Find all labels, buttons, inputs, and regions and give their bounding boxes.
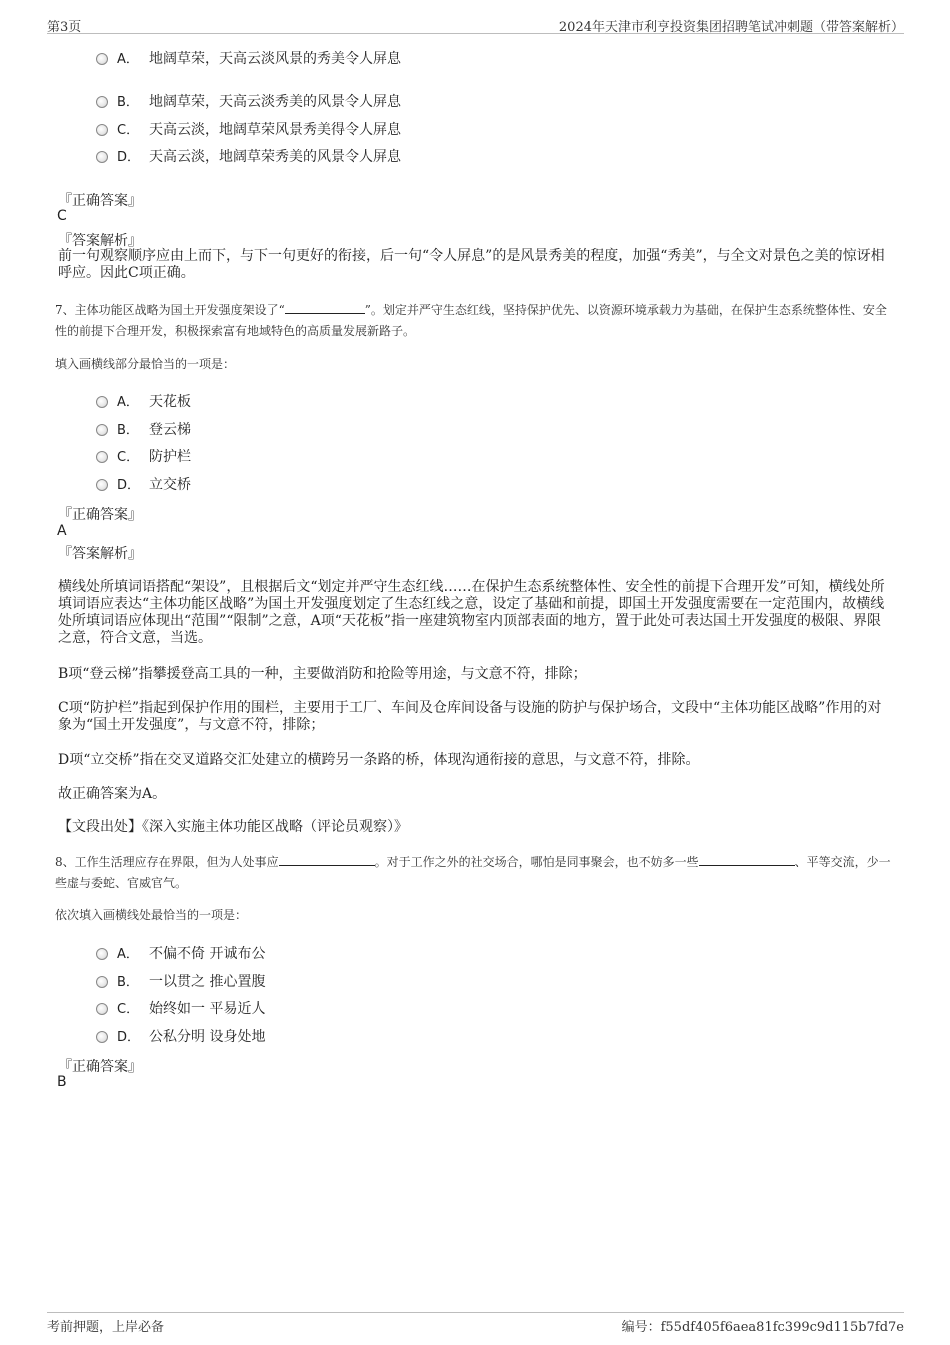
document-id: 编号：f55df405f6aea81fc399c9d115b7fd7e — [621, 1320, 904, 1335]
q8-question: 8、工作生活理应存在界限，但为人处事应 。对于工作之外的社交场合，哪怕是同事聚会，也不妨多一些 、平等交流，少一些虚与委蛇、官威官气。 — [55, 855, 891, 890]
q6-analysis-label: 『答案解析』 — [58, 233, 142, 249]
radio-icon[interactable] — [96, 151, 108, 163]
radio-icon[interactable] — [96, 948, 108, 960]
radio-icon[interactable] — [96, 124, 108, 136]
q6-analysis: 前一句观察顺序应由上而下，与下一句更好的衔接，后一句“令人屏息”的是风景秀美的程度，加强“秀美”，与全文对景色之美的惊讶相呼应。因此C项正确。 — [58, 248, 885, 281]
answer-blank — [279, 855, 375, 866]
q7-analysis-paragraph: D项“立交桥”指在交叉道路交汇处建立的横跨另一条路的桥，体现沟通衔接的意思，与文意不符，排除。 — [58, 752, 700, 768]
q7-source: 【文段出处】《深入实施主体功能区战略（评论员观察）》 — [58, 819, 408, 835]
q8-answer: B — [57, 1074, 67, 1090]
radio-icon[interactable] — [96, 424, 108, 436]
q8-prompt: 依次填入画横线处最恰当的一项是： — [55, 908, 248, 922]
q7-prompt: 填入画横线部分最恰当的一项是： — [55, 357, 236, 371]
answer-blank — [285, 303, 365, 314]
radio-icon[interactable] — [96, 451, 108, 463]
radio-icon[interactable] — [96, 1031, 108, 1043]
q6-answer-label: 『正确答案』 — [58, 193, 142, 209]
q7-analysis-label: 『答案解析』 — [58, 546, 142, 562]
radio-icon[interactable] — [96, 976, 108, 988]
q7-answer: A — [57, 523, 67, 539]
q6-answer: C — [57, 208, 67, 224]
q7-answer-label: 『正确答案』 — [58, 507, 142, 523]
answer-blank — [699, 855, 795, 866]
q8-answer-label: 『正确答案』 — [58, 1059, 142, 1075]
page-number: 第3页 — [47, 20, 82, 35]
document-title: 2024年天津市利亨投资集团招聘笔试冲刺题（带答案解析） — [558, 20, 904, 35]
radio-icon[interactable] — [96, 396, 108, 408]
q7-analysis-paragraph: B项“登云梯”指攀援登高工具的一种，主要做消防和抢险等用途，与文意不符，排除； — [58, 666, 587, 682]
q7-analysis-paragraph: 横线处所填词语搭配“架设”，且根据后文“划定并严守生态红线……在保护生态系统整体性、安全性的前提下合理开发”可知，横线处所填词语应表达“主体功能区战略”为国土开发强度划定了生态红线之意，设定了基础和前提，即国土开发强度需要在一定范围内，故横线处所填词语应体现出“范围”“限制”之意，A项“天花板”指一座建筑物室内顶部表面的地方，置于此处可表达国土开发强度的极限、界限之意，符合文意，当选。 — [58, 579, 885, 646]
q7-analysis-paragraph: 故正确答案为A。 — [58, 786, 167, 802]
page-footer — [47, 1312, 904, 1335]
page-header — [47, 14, 904, 34]
radio-icon[interactable] — [96, 53, 108, 65]
radio-icon[interactable] — [96, 479, 108, 491]
q7-question: 7、主体功能区战略为国土开发强度架设了“ ”。划定并严守生态红线，坚持保护优先、以资源环境承载力为基础，在保护生态系统整体性、安全性的前提下合理开发，积极探索富有地域特色的高质量发展新路子。 — [55, 303, 887, 338]
footer-slogan: 考前押题，上岸必备 — [47, 1320, 165, 1335]
radio-icon[interactable] — [96, 96, 108, 108]
radio-icon[interactable] — [96, 1003, 108, 1015]
q7-analysis-paragraph: C项“防护栏”指起到保护作用的围栏，主要用于工厂、车间及仓库间设备与设施的防护与保护场合，文段中“主体功能区战略”作用的对象为“国土开发强度”，与文意不符，排除； — [58, 700, 882, 733]
